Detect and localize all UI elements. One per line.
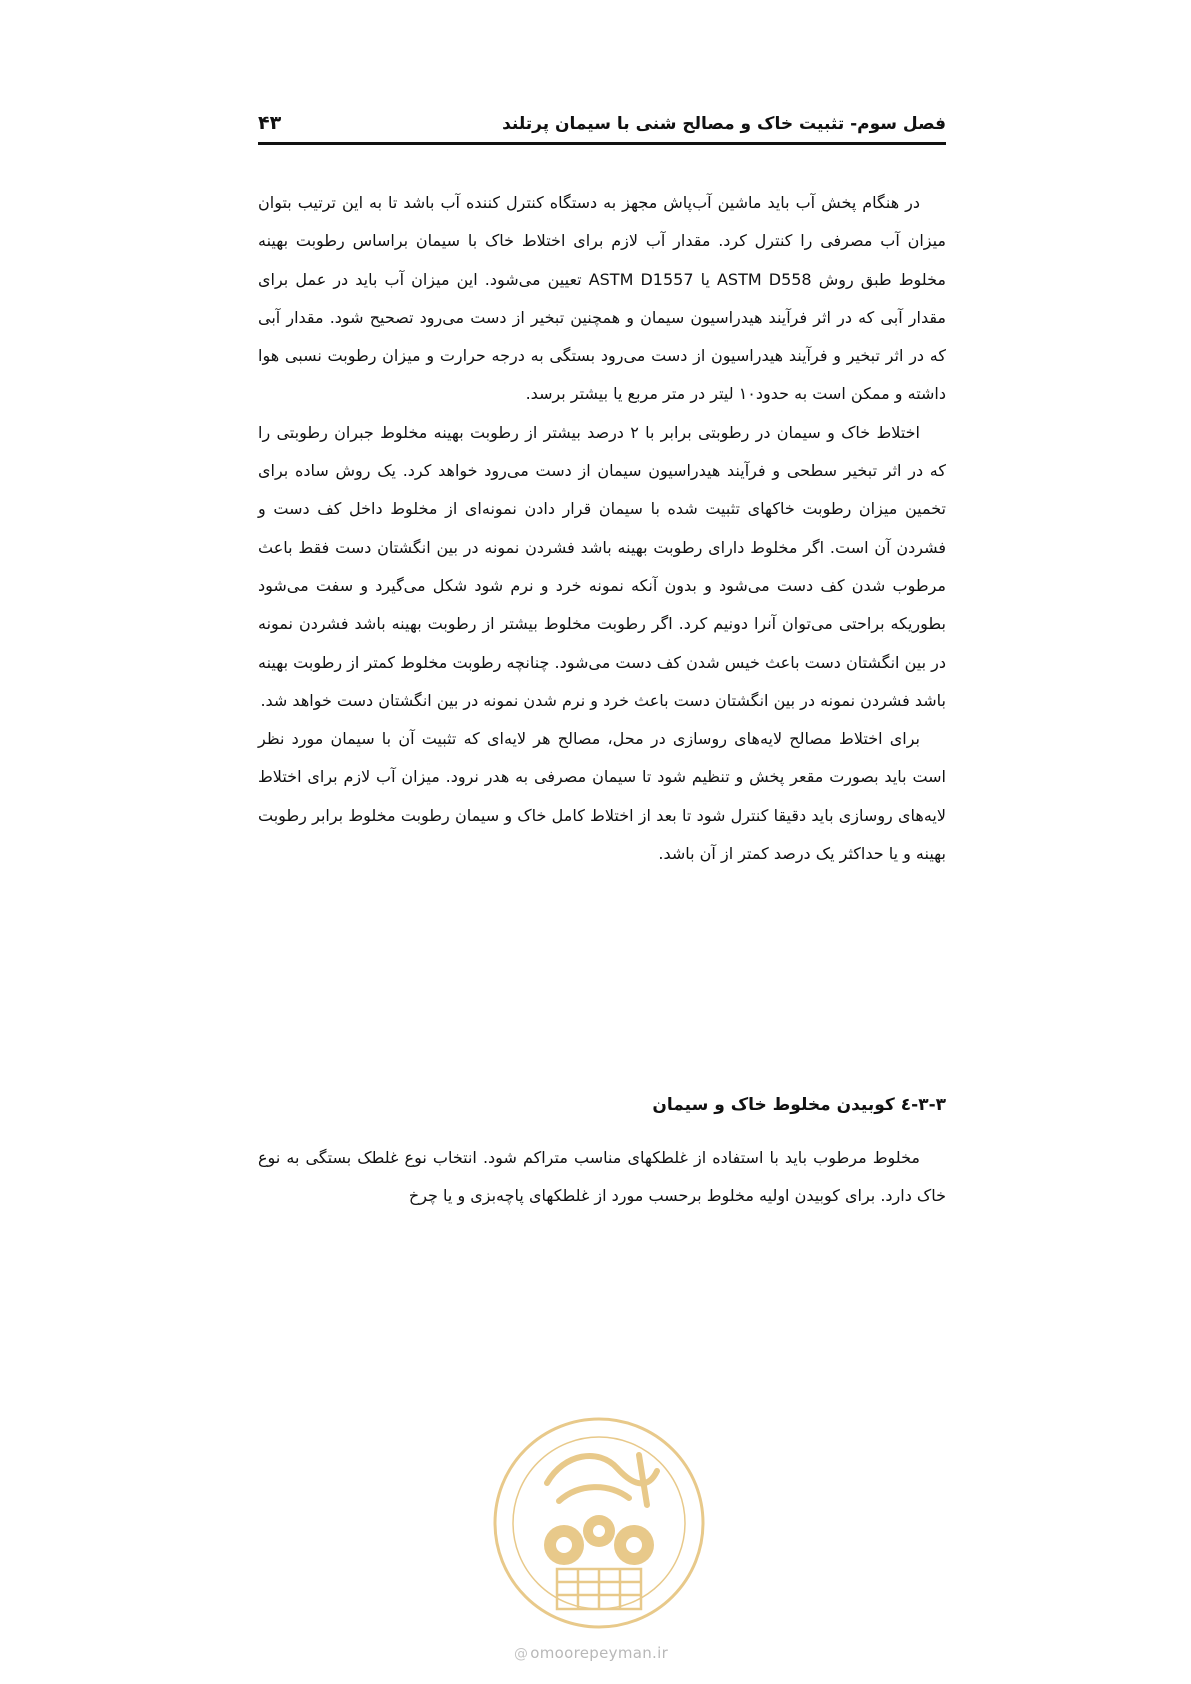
watermark-url-text: omoorepeyman.ir	[530, 1644, 669, 1662]
paragraph-compaction: مخلوط مرطوب باید با استفاده از غلطکهای مناسب متراکم شود. انتخاب نوع غلطک بستگی به نوع خاک دارد. برای کوبیدن اولیه مخلوط برحسب مورد از غلطکهای پاچه‌بزی و یا چرخ	[258, 1148, 946, 1206]
paragraph-moisture-test: اختلاط خاک و سیمان در رطوبتی برابر با ۲ درصد بیشتر از رطوبت بهینه مخلوط جبران رطوبتی را که در اثر تبخیر سطحی و فرآیند هیدراسیون سیمان از دست می‌رود خواهد کرد. یک روش ساده برای تخمین میزان رطوبت خاکهای تثبیت شده با سیمان قرار دادن نمونه‌ای از مخلوط داخل کف دست و فشردن آن است. اگر مخلوط دارای رطوبت بهینه باشد فشردن نمونه در بین انگشتان دست فقط باعث مرطوب شدن کف دست می‌شود و بدون آنکه نمونه خرد و نرم شود شکل می‌گیرد و سفت می‌شود بطوریکه براحتی می‌توان آنرا دونیم کرد. اگر رطوبت مخلوط بیشتر از رطوبت بهینه باشد فشردن نمونه در بین انگشتان دست باعث خیس شدن کف دست می‌شود. چنانچه رطوبت مخلوط کمتر از رطوبت بهینه باشد فشردن نمونه در بین انگشتان دست باعث خرد و نرم شدن نمونه در بین انگشتان دست خواهد شد.	[258, 422, 946, 710]
page-number: ۴۳	[258, 112, 282, 134]
section-body	[258, 1139, 946, 1216]
watermark-seal	[489, 1413, 709, 1633]
header-rule	[258, 142, 946, 145]
watermark-url	[491, 1644, 691, 1662]
seal-grid	[557, 1569, 641, 1609]
seal-logo-script	[547, 1455, 657, 1505]
paragraph-water-control: در هنگام پخش آب باید ماشین آب‌پاش مجهز به دستگاه کنترل کننده آب باشد تا به این ترتیب بتوان میزان آب مصرفی را کنترل کرد. مقدار آب لازم برای اختلاط خاک با سیمان براساس رطوبت بهینه مخلوط طبق روش ASTM D558 یا ASTM D1557 تعیین می‌شود. این میزان آب باید در عمل برای مقدار آبی که در اثر فرآیند هیدراسیون سیمان و همچنین تبخیر از دست می‌رود تصحیح شود. مقدار آبی که در اثر تبخیر و فرآیند هیدراسیون از دست می‌رود بستگی به درجه حرارت و میزان رطوبت نسبی هوا داشته و ممکن است به حدود۱۰ لیتر در متر مربع یا بیشتر برسد.	[258, 193, 946, 404]
section-heading: ۳-۳-٤ کوبیدن مخلوط خاک و سیمان	[652, 1095, 946, 1115]
at-icon: @	[513, 1646, 529, 1662]
paragraph-in-place-mixing: برای اختلاط مصالح لایه‌های روسازی در محل، مصالح هر لایه‌ای که تثبیت آن با سیمان مورد نظر است باید بصورت مقعر پخش و تنظیم شود تا سیمان مصرفی به هدر نرود. میزان آب لازم برای اختلاط لایه‌های روسازی باید دقیقا کنترل شود تا بعد از اختلاط کامل خاک و سیمان رطوبت مخلوط برابر رطوبت بهینه و یا حداکثر یک درصد کمتر از آن باشد.	[258, 729, 946, 864]
body-text	[258, 184, 946, 873]
chapter-title: فصل سوم- تثبیت خاک و مصالح شنی با سیمان پرتلند	[502, 114, 946, 134]
